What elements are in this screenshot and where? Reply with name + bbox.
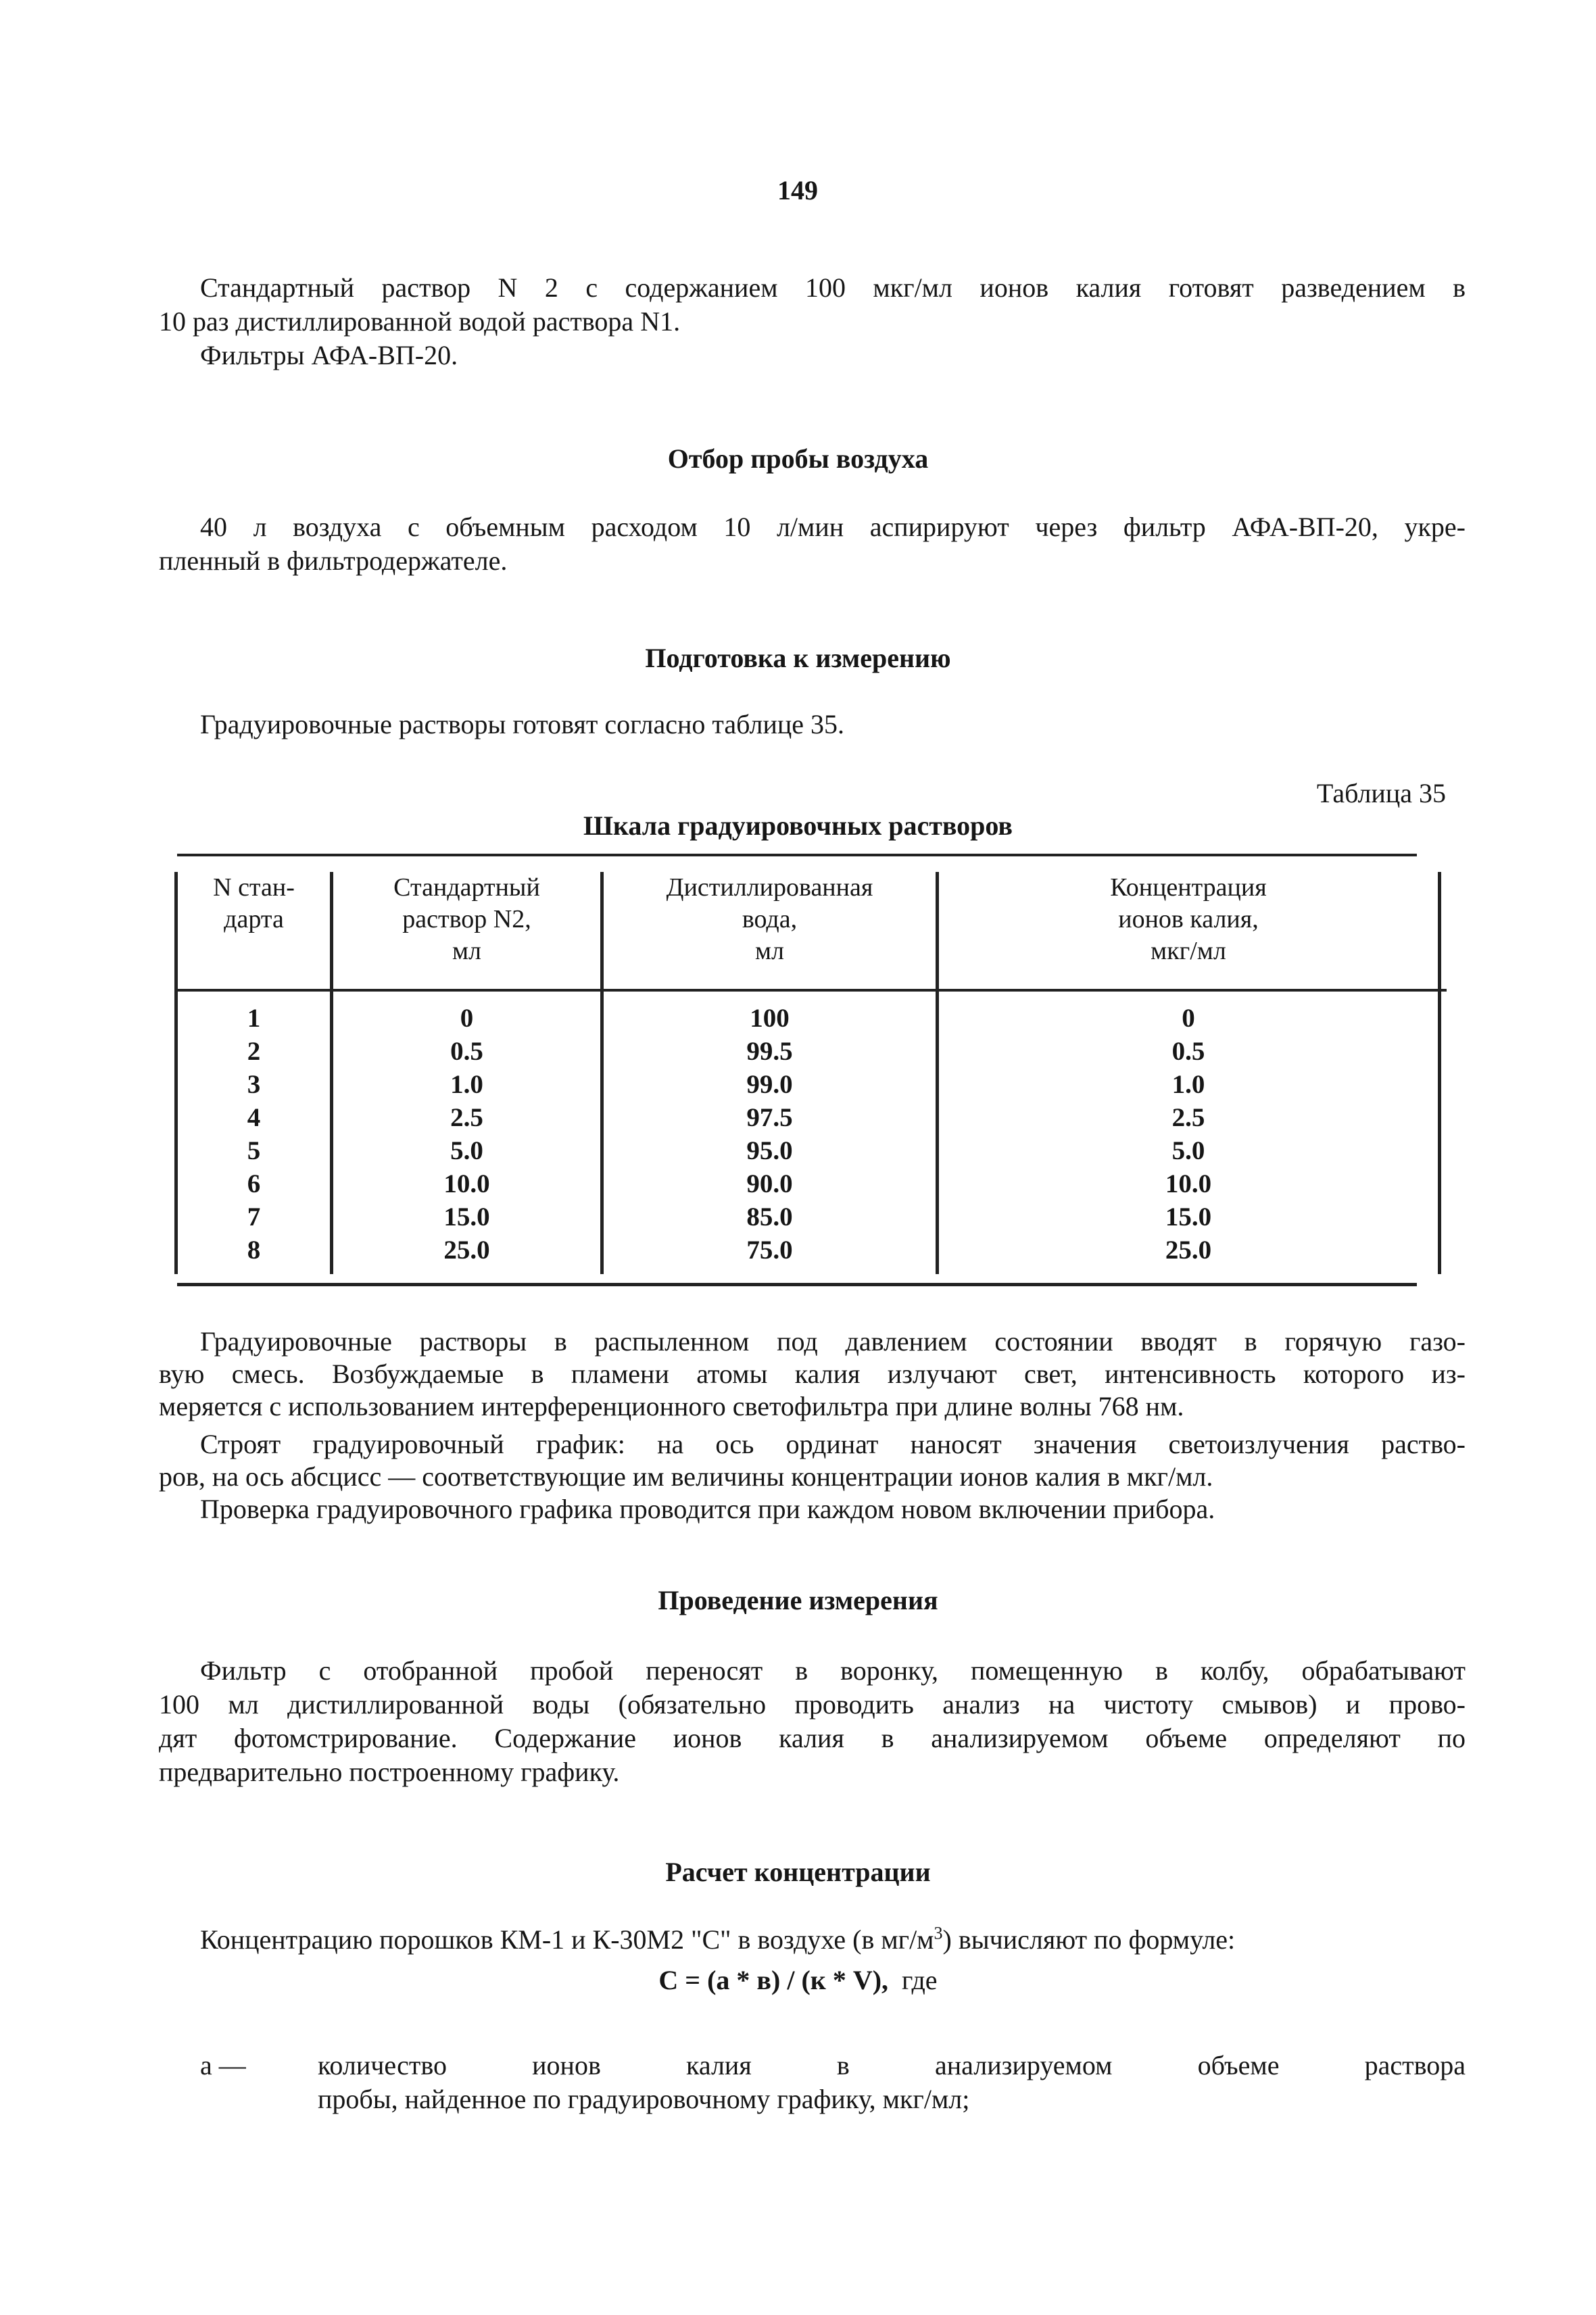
table-header-rule — [177, 989, 1447, 992]
table-border-right — [1438, 872, 1441, 1274]
page-number: 149 — [777, 175, 818, 205]
section-title-preparation: Подготовка к измерению — [645, 643, 951, 673]
cell-water: 95.0 — [746, 1136, 793, 1165]
cell-concentration: 0.5 — [1171, 1037, 1205, 1066]
table-top-rule — [177, 854, 1417, 856]
formula-expression: С = (а * в) / (к * V), — [658, 1965, 889, 1995]
measurement-line-2: 100 мл дистиллированной воды (обязательно проводить анализ на чистоту смывов) и прово- — [159, 1689, 1466, 1720]
cell-water: 75.0 — [746, 1236, 793, 1265]
cell-standard: 4 — [247, 1103, 261, 1132]
table-title: Шкала градуировочных растворов — [583, 810, 1013, 841]
cell-standard: 6 — [247, 1169, 261, 1198]
section-title-sampling: Отбор пробы воздуха — [667, 443, 929, 474]
sampling-line-1: 40 л воздуха с объемным расходом 10 л/мин аспирируют через фильтр АФА-ВП-20, укре- — [200, 512, 1466, 542]
cell-concentration: 1.0 — [1171, 1070, 1205, 1099]
cell-solution: 2.5 — [450, 1103, 483, 1132]
section-title-calculation: Расчет концентрации — [665, 1857, 931, 1887]
cell-standard: 8 — [247, 1236, 261, 1265]
cell-concentration: 10.0 — [1165, 1169, 1212, 1198]
cell-water: 85.0 — [746, 1202, 793, 1232]
cell-water: 90.0 — [746, 1169, 793, 1198]
formula-where: где — [902, 1965, 938, 1995]
column-concentration — [939, 1002, 1438, 1267]
intro-line-3: Фильтры АФА-ВП-20. — [200, 340, 458, 370]
cell-solution: 0 — [460, 1004, 474, 1033]
column-distilled-water — [604, 1002, 936, 1267]
intro-line-1: Стандартный раствор N 2 с содержанием 100 мкг/мл ионов калия готовят разведением в — [200, 272, 1466, 303]
cell-standard: 5 — [247, 1136, 261, 1165]
sampling-line-2: пленный в фильтродержателе. — [159, 545, 508, 576]
after-table-p1-line-1: Градуировочные растворы в распыленном под давлением состоянии вводят в горячую газо- — [200, 1326, 1466, 1357]
cell-solution: 0.5 — [450, 1037, 483, 1066]
cell-concentration: 25.0 — [1165, 1236, 1212, 1265]
preparation-line-1: Градуировочные растворы готовят согласно таблице 35. — [200, 709, 845, 739]
cell-standard: 1 — [247, 1004, 261, 1033]
after-table-p2-line-1: Строят градуировочный график: на ось ординат наносят значения светоизлучения раство- — [200, 1429, 1466, 1459]
definition-label-a: а — — [200, 2050, 246, 2080]
cell-concentration: 0 — [1182, 1004, 1195, 1033]
cell-standard: 7 — [247, 1202, 261, 1232]
column-standard-number — [178, 1002, 330, 1267]
cell-concentration: 2.5 — [1171, 1103, 1205, 1132]
intro-line-2: 10 раз дистиллированной водой раствора N1. — [159, 306, 681, 337]
after-table-p3-line-1: Проверка градуировочного графика проводится при каждом новом включении прибора. — [200, 1494, 1215, 1524]
cell-solution: 1.0 — [450, 1070, 483, 1099]
definition-a-line-2: пробы, найденное по градуировочному графику, мкг/мл; — [318, 2084, 970, 2114]
cell-standard: 3 — [247, 1070, 261, 1099]
cell-water: 100 — [750, 1004, 790, 1033]
cell-solution: 15.0 — [443, 1202, 490, 1232]
header-concentration: Концентрация ионов калия, мкг/мл — [1110, 873, 1267, 965]
calc-intro: Концентрацию порошков КМ-1 и К-30М2 "С" в воздухе (в $мг/м^3$) вычисляют по формуле: — [200, 1923, 1236, 1955]
header-distilled-water: Дистиллированная вода, мл — [666, 873, 873, 965]
cell-water: 99.5 — [746, 1037, 793, 1066]
definition-a-line-1: количество ионов калия в анализируемом объеме раствора — [318, 2050, 1466, 2080]
after-table-p1-line-2: вую смесь. Возбуждаемые в пламени атомы калия излучают свет, интенсивность которого из- — [159, 1359, 1466, 1389]
measurement-line-4: предварительно построенному графику. — [159, 1757, 620, 1787]
cell-solution: 25.0 — [443, 1236, 490, 1265]
cell-concentration: 15.0 — [1165, 1202, 1212, 1232]
after-table-p1-line-3: меряется с использованием интерференционного светофильтра при длине волны 768 нм. — [159, 1391, 1184, 1421]
measurement-line-1: Фильтр с отобранной пробой переносят в воронку, помещенную в колбу, обрабатывают — [200, 1655, 1466, 1686]
cell-water: 97.5 — [746, 1103, 793, 1132]
cell-water: 99.0 — [746, 1070, 793, 1099]
header-standard-number: N стан- дарта — [213, 873, 295, 933]
cell-solution: 10.0 — [443, 1169, 490, 1198]
table-label: Таблица 35 — [1316, 778, 1446, 808]
cell-standard: 2 — [247, 1037, 261, 1066]
header-standard-solution: Стандартный раствор N2, мл — [393, 873, 540, 965]
after-table-p2-line-2: ров, на ось абсцисс — соответствующие им величины концентрации ионов калия в мкг/мл. — [159, 1461, 1213, 1492]
formula — [0, 1964, 1596, 1997]
cell-solution: 5.0 — [450, 1136, 483, 1165]
measurement-line-3: дят фотомстрирование. Содержание ионов калия в анализируемом объеме определяют по — [159, 1723, 1466, 1753]
table-bottom-rule — [177, 1283, 1417, 1286]
cell-concentration: 5.0 — [1171, 1136, 1205, 1165]
section-title-measurement: Проведение измерения — [658, 1585, 938, 1615]
column-standard-solution — [333, 1002, 600, 1267]
